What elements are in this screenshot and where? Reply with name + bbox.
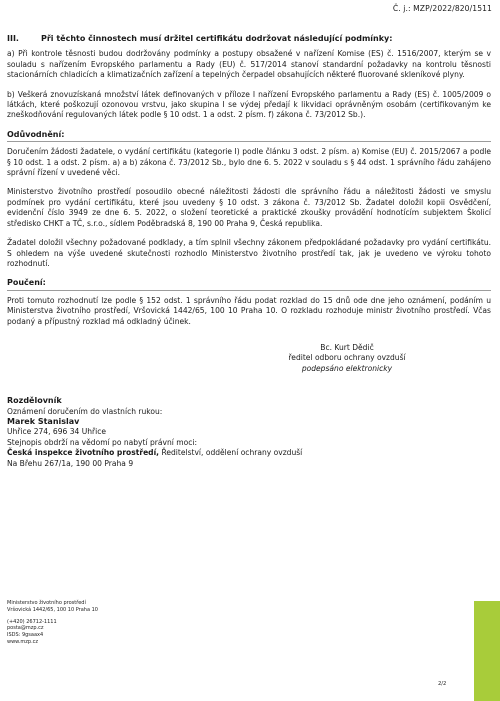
- inspection-line: [7, 448, 491, 458]
- paragraph: Doručením žádosti žadatele, o vydání certifikátu (kategorie I) podle článku 3 odst. 2 písm. a) Komise (EU) č. 2015/2067 a podle § 10 odst. 1 a odst. 2 písm. a) a b) zákona č. 73/2012 Sb., bylo dne 6. 5. 2022 v souladu s § 44 odst. 1 správního řádu zahájeno správní řízení v uvedené věci.: [7, 147, 491, 178]
- recipient-name: Marek Stanislav: [7, 416, 80, 426]
- heading-pouceni: Poučení:: [7, 278, 491, 290]
- footer-isds: ISDS: 9gsaax4: [7, 632, 44, 639]
- document-body: [7, 34, 491, 469]
- signature-block: [257, 343, 437, 374]
- footer: [7, 600, 98, 646]
- footer-web: www.mzp.cz: [7, 638, 39, 645]
- paragraph: Proti tomuto rozhodnutí lze podle § 152 odst. 1 správního řádu podat rozklad do 15 dnů ode dne jeho oznámení, podáním u Ministerstva životního prostředí, Vršovická 1442/65, 100 10 Praha 10. O rozkladu rozhoduje ministr životního prostředí. Včas podaný a přípustný rozklad má odkladný účinek.: [7, 295, 491, 326]
- footer-address: Vršovická 1442/65, 100 10 Praha 10: [7, 606, 98, 613]
- distribution-list: [7, 396, 491, 469]
- signed-electronically: podepsáno elektronicky: [301, 363, 393, 373]
- paragraph: Ministerstvo životního prostředí posoudilo obecné náležitosti žádosti dle správního řádu a náležitosti žádosti ve smyslu podmínek pro vydání certifikátu, které jsou uvedeny § 10 odst. 3 zákona č. 73/2012 Sb. Žadatel doložil kopii Osvědčení, evidenční číslo 3949 ze dne 6. 5. 2022, o složení teoretické a praktické zkoušky provádění hodnotícím subjektem Školicí středisko CHKT a TČ, s.r.o., sídlem Poděbradská 8, 190 00 Praha 9, Česká republika.: [7, 187, 491, 228]
- footer-org: Ministerstvo životního prostředí: [7, 600, 86, 606]
- footer-phone: (+420) 26712-1111: [7, 618, 57, 625]
- distribution-line: Stejnopis obdrží na vědomí po nabytí právní moci:: [7, 437, 197, 447]
- inspection-department: Ředitelství, oddělení ochrany ovzduší: [159, 448, 303, 458]
- distribution-heading: Rozdělovník: [7, 396, 62, 406]
- recipient-address: Uhřice 274, 696 34 Uhřice: [7, 427, 107, 437]
- condition-b: b) Veškerá znovuzískaná množství látek definovaných v příloze I nařízení Evropského parlamentu a Rady (ES) č. 1005/2009 o látkách, které poškozují ozonovou vrstvu, jako skupina I se výdej předají k likvidaci oprávněným osobám (certifikovaným ke zneškodňování regulovaných látek podle § 10 odst. 1 a odst. 2 písm. f) zákona č. 73/2012 Sb.).: [7, 89, 491, 120]
- green-accent-bar: [474, 601, 500, 701]
- document-reference: Č. j.: MZP/2022/820/1511: [392, 4, 492, 13]
- distribution-line: Oznámení doručením do vlastních rukou:: [7, 406, 163, 416]
- inspection-name: Česká inspekce životního prostředí,: [7, 448, 160, 458]
- condition-a: a) Při kontrole těsnosti budou dodržovány podmínky a postupy obsažené v nařízení Komise (ES) č. 1516/2007, kterým se v souladu s nařízením Evropského parlamentu a Rady (EU) č. 517/2014 stanoví standardní požadavky na kontrolu těsnosti stacionárních chladicích a klimatizačních zařízení a tepelných čerpadel obsahujících některé fluorované skleníkové plyny.: [7, 49, 491, 80]
- section-number: III.: [7, 34, 19, 43]
- signatory-name: Bc. Kurt Dědič: [320, 342, 374, 352]
- footer-email: posta@mzp.cz: [7, 625, 44, 632]
- paragraph: Žadatel doložil všechny požadované podklady, a tím splnil všechny zákonem předpokládané požadavky pro vydání certifikátu. S ohledem na výše uvedené skutečnosti rozhodlo Ministerstvo životního prostředí tak, jak je uvedeno ve výroku tohoto rozhodnutí.: [7, 238, 491, 268]
- section-title-text: Při těchto činnostech musí držitel certifikátu dodržovat následující podmínky:: [41, 34, 393, 43]
- section-title: [7, 34, 491, 44]
- inspection-address: Na Břehu 267/1a, 190 00 Praha 9: [7, 458, 134, 468]
- page-number: 2/2: [438, 681, 447, 687]
- signatory-role: ředitel odboru ochrany ovzduší: [288, 353, 406, 363]
- heading-oduvodneni: Odůvodnění:: [7, 130, 491, 142]
